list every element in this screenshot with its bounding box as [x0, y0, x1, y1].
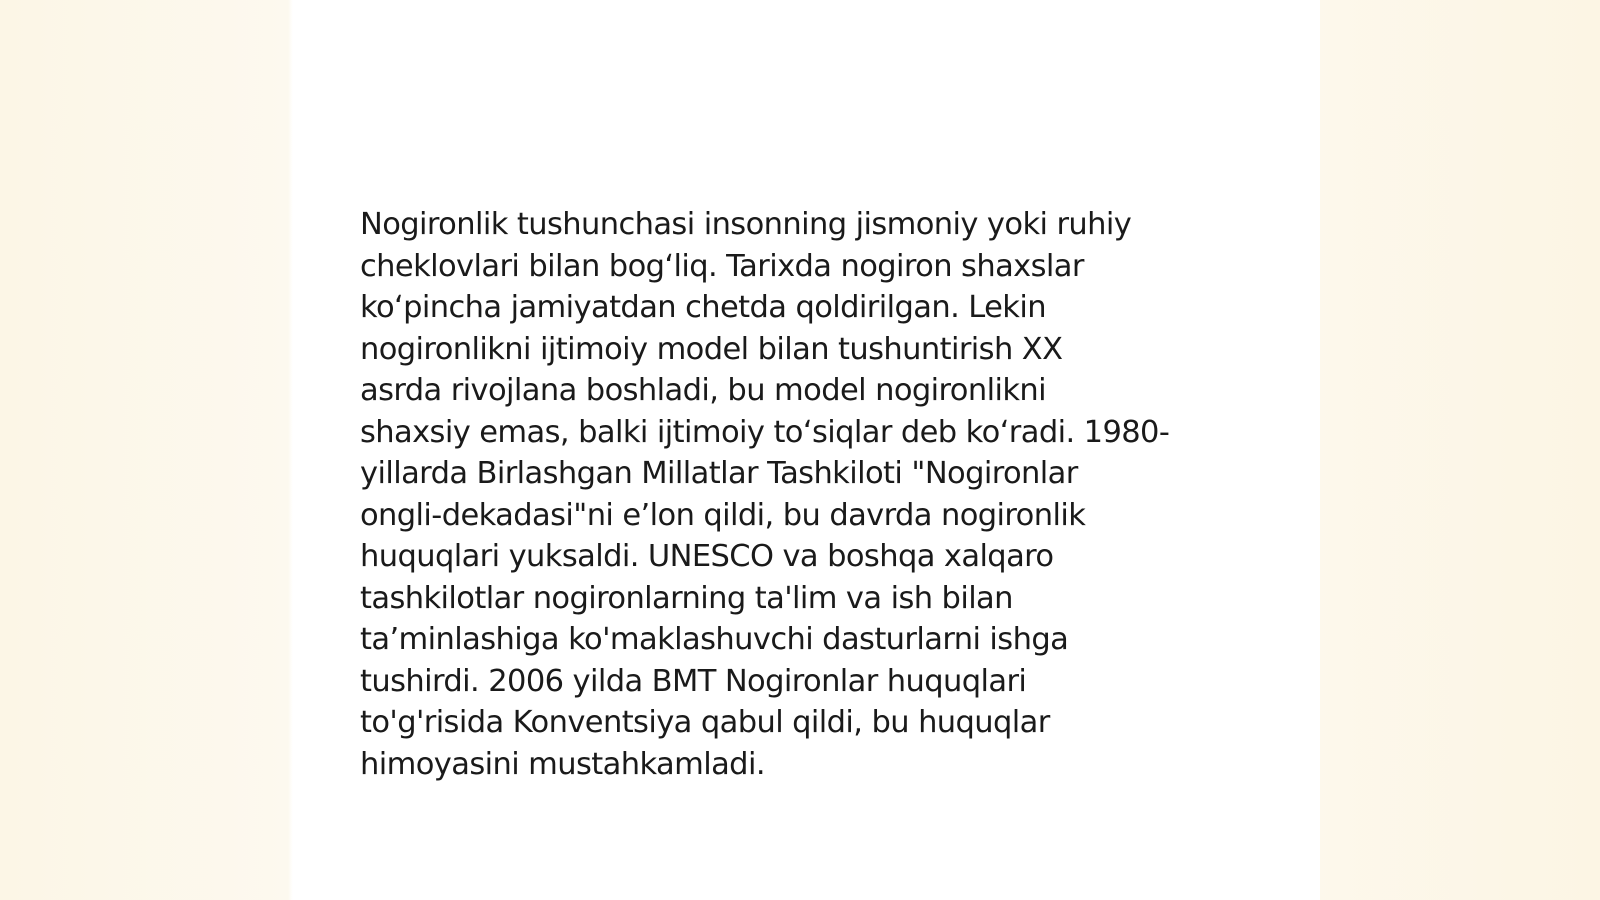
- paragraph-line: ko‘pincha jamiyatdan chetda qoldirilgan. Lekin: [360, 290, 1046, 325]
- paragraph-line: tashkilotlar nogironlarning ta'lim va ish bilan: [360, 580, 1013, 616]
- paragraph-line: ta’minlashiga ko'maklashuvchi dasturlarni ishga: [360, 622, 1069, 657]
- paragraph-line: himoyasini mustahkamladi.: [360, 746, 765, 782]
- paragraph-line: yillarda Birlashgan Millatlar Tashkiloti "Nogironlar: [360, 456, 1078, 491]
- paragraph-line: to'g'risida Konventsiya qabul qildi, bu huquqlar: [360, 705, 1050, 740]
- paragraph-line: Nogironlik tushunchasi insonning jismoniy yoki ruhiy: [360, 207, 1132, 242]
- slide: [296, 0, 1320, 900]
- paragraph-line: shaxsiy emas, balki ijtimoiy to‘siqlar deb ko‘radi. 1980-: [360, 414, 1170, 450]
- paragraph-line: asrda rivojlana boshladi, bu model nogironlikni: [360, 373, 1046, 408]
- paragraph-line: nogironlikni ijtimoiy model bilan tushuntirish XX: [360, 331, 1063, 367]
- paragraph-line: cheklovlari bilan bog‘liq. Tarixda nogiron shaxslar: [360, 248, 1084, 284]
- paragraph-line: ongli-dekadasi"ni e’lon qildi, bu davrda nogironlik: [360, 497, 1086, 533]
- body-paragraph: [360, 204, 1260, 785]
- paragraph-line: tushirdi. 2006 yilda BMT Nogironlar huquqlari: [360, 663, 1027, 699]
- paragraph-line: huquqlari yuksaldi. UNESCO va boshqa xalqaro: [360, 539, 1054, 574]
